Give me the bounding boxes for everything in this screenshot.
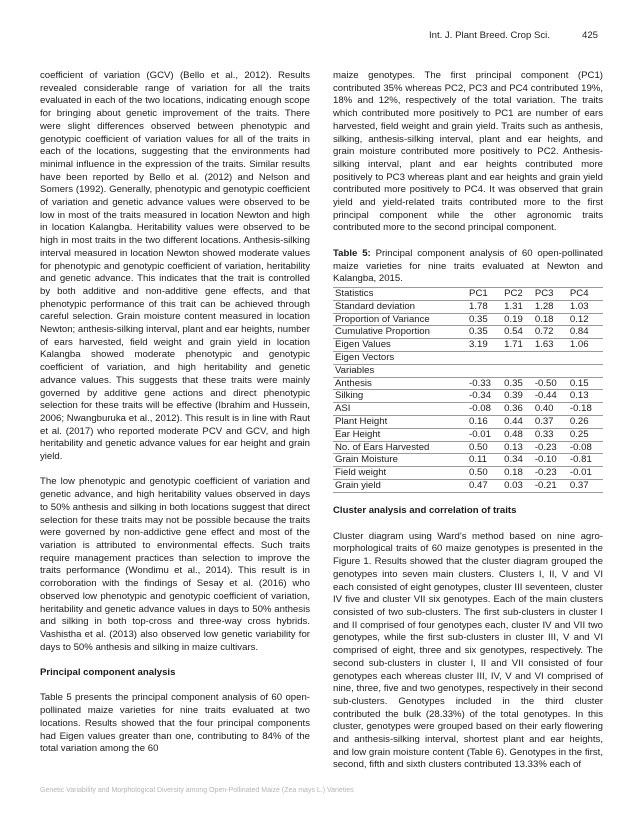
table-cell: PC4 bbox=[568, 287, 603, 300]
table-row bbox=[333, 454, 603, 467]
table-row bbox=[333, 313, 603, 326]
table-cell: 0.37 bbox=[568, 479, 603, 492]
table-cell: 1.06 bbox=[568, 339, 603, 352]
table-cell: -0.08 bbox=[568, 441, 603, 454]
table-cell: 0.03 bbox=[502, 479, 533, 492]
table-cell: 0.18 bbox=[533, 313, 568, 326]
table-row-label: Eigen Values bbox=[333, 339, 467, 352]
running-footer: Genetic Variability and Morphological Diversity among Open-Pollinated Maize (Zea mays L.) Varieties bbox=[40, 787, 354, 794]
table-cell: 0.35 bbox=[502, 377, 533, 390]
table-caption-text: Principal component analysis of 60 open-pollinated maize varieties for nine traits evaluated at Newton and Kalangba, 2015. bbox=[333, 247, 604, 285]
table-row-label: Field weight bbox=[333, 467, 467, 480]
paragraph: Table 5 presents the principal component analysis of 60 open-pollinated maize varieties for nine traits evaluated at two locations. Results showed that the four principal components had Eigen values greater than one, contributing to 84% of the total variation among the 60 bbox=[40, 692, 310, 755]
table-cell: -0.10 bbox=[533, 454, 568, 467]
table-cell: 0.36 bbox=[502, 403, 533, 416]
table-row bbox=[333, 339, 603, 352]
table-cell: 0.84 bbox=[568, 326, 603, 339]
table-row-label: Grain Moisture bbox=[333, 454, 467, 467]
table-cell: 0.54 bbox=[502, 326, 533, 339]
table-cell: 0.34 bbox=[502, 454, 533, 467]
table-row-label: Variables bbox=[333, 364, 467, 377]
table-cell: 0.44 bbox=[502, 415, 533, 428]
paragraph: maize genotypes. The first principal component (PC1) contributed 35% whereas PC2, PC3 and PC4 contributed 19%, 18% and 12%, respectively of the total variation. The traits which contributed more positively to PC1 are number of ears harvested, field weight and grain yield. Traits such as anthesis, silking, anthesis-silking interval, plant and ear heights, and grain moisture contributed more positively to PC2. Anthesis-silking interval, plant and ear heights contributed more positively to PC3 whereas plant and ear heights and grain yield contributed more positively to PC4. It was observed that grain yield and yield-related traits contributed more to the first principal component while the other agronomic traits contributed more to the second principal component. bbox=[333, 70, 603, 234]
page-number: 425 bbox=[581, 30, 598, 41]
table-row-label: ASI bbox=[333, 403, 467, 416]
table-cell: 1.63 bbox=[533, 339, 568, 352]
table-cell: 0.47 bbox=[467, 479, 502, 492]
table-cell: -0.08 bbox=[467, 403, 502, 416]
paragraph: Cluster diagram using Ward’s method based on nine agro-morphological traits of 60 maize genotypes is presented in the Figure 1. Results showed that the cluster diagram grouped the genotypes into seven main clusters. Clusters I, II, V and VI each consisted of eight genotypes, cluster III seventeen, cluster IV five and cluster VII six genotypes. Each of the main clusters consisted of two sub-clusters. The first sub-clusters in cluster I and II comprised of four genotypes each, cluster IV and VII two genotypes, while the first sub-clusters in cluster III, V and VI comprised of eight, three and six genotypes, respectively. The second sub-clusters in cluster I, II and VII consisted of four genotypes each whereas cluster III, IV, V and VI comprised of nine, three, five and two genotypes, respectively in their second sub-clusters. Genotypes included in the third cluster contributed the bulk (28.33%) of the total genotypes. In this cluster, genotypes were grouped based on their early flowering and anthesis-silking interval, shortest plant and ear heights, and low grain moisture content (Table 6). Genotypes in the first, second, fifth and sixth clusters contributed 13.33% each of bbox=[333, 530, 603, 771]
table-cell bbox=[467, 364, 502, 377]
table-cell: 0.39 bbox=[502, 390, 533, 403]
table-cell: -0.44 bbox=[533, 390, 568, 403]
table-cell: 0.35 bbox=[467, 313, 502, 326]
paragraph: coefficient of variation (GCV) (Bello et al., 2012). Results revealed considerable range of variation for all the traits evaluated in each of the two locations, indicating enough scope for bringing about genetic improvement of the traits. There were slight differences observed between phenotypic and genotypic coefficient of variation values for all of the traits in each of the locations, suggesting that the environments had minimal influence in the expression of the traits. Similar results have been reported by Bello et al. (2012) and Nelson and Somers (1992). Generally, phenotypic and genotypic coefficient of variation and genetic advance values were observed to be low in most of the traits measured in location Newton and high in location Kalangba. Heritability values were observed to be high in most traits in the two different locations. Anthesis-silking interval measured in location Newton showed moderate values for phenotypic and genotypic coefficient of variation, heritability and genetic advance. This indicates that the trait is controlled by both additive and non-additive gene effects, and that phenotypic performance of this trait can be achieved through careful selection. Grain moisture content measured in location Newton; anthesis-silking interval, plant and ear heights, number of ears harvested, field weight and grain yield in location Kalangba showed moderate phenotypic and genotypic coefficient of variation, and high heritability and genetic advance values. This suggests that these traits were mainly governed by additive gene actions and direct phenotypic selection for these traits will be effective (Ibrahim and Hussein, 2006; Nwangburuka et al., 2012). This result is in line with Raut et al. (2017) who reported moderate PCV and GCV, and high heritability and genetic advance values for ear height and grain yield. bbox=[40, 70, 310, 463]
table-cell: -0.81 bbox=[568, 454, 603, 467]
table-label: Table 5: bbox=[333, 247, 371, 259]
right-column bbox=[333, 70, 603, 785]
table-row-label: Anthesis bbox=[333, 377, 467, 390]
table-cell bbox=[502, 364, 533, 377]
table-cell: -0.23 bbox=[533, 467, 568, 480]
table-row-label: Statistics bbox=[333, 287, 467, 300]
table-cell bbox=[467, 351, 502, 364]
paragraph: The low phenotypic and genotypic coefficient of variation and genetic advance, and high heritability values observed in days to 50% anthesis and silking in both locations suggest that direct selection for these traits may not be possible because the traits were governed by non-addictive gene effect and most of the variation is attributed to environmental effects. Such traits require management practices than selection to improve the traits performance (Wondimu et al., 2014). This result is in corroboration with the findings of Sesay et al. (2016) who observed low phenotypic and genotypic coefficient of variation, heritability and genetic advance values in days to 50% anthesis and silking in both top-cross and three-way cross hybrids. Vashistha et al. (2013) also observed low genetic variability for days to 50% anthesis and silking in maize cultivars. bbox=[40, 476, 310, 653]
table-row bbox=[333, 287, 603, 300]
table-caption bbox=[333, 248, 603, 286]
table-cell: PC3 bbox=[533, 287, 568, 300]
running-header bbox=[429, 30, 598, 41]
table-cell bbox=[568, 351, 603, 364]
table-cell: 3.19 bbox=[467, 339, 502, 352]
table-cell: 0.12 bbox=[568, 313, 603, 326]
table-cell: 0.13 bbox=[502, 441, 533, 454]
table-cell bbox=[502, 351, 533, 364]
table-cell: -0.01 bbox=[568, 467, 603, 480]
table-cell bbox=[533, 364, 568, 377]
table-cell: -0.23 bbox=[533, 441, 568, 454]
table-cell: 0.26 bbox=[568, 415, 603, 428]
table-cell: 0.37 bbox=[533, 415, 568, 428]
table-cell: 0.19 bbox=[502, 313, 533, 326]
section-heading-cluster: Cluster analysis and correlation of traits bbox=[333, 505, 517, 517]
journal-name: Int. J. Plant Breed. Crop Sci. bbox=[428, 30, 550, 41]
table-row bbox=[333, 415, 603, 428]
table-cell: 1.31 bbox=[502, 300, 533, 313]
table-cell: 0.11 bbox=[467, 454, 502, 467]
table-row bbox=[333, 390, 603, 403]
table-row-label: No. of Ears Harvested bbox=[333, 441, 467, 454]
table-cell: PC1 bbox=[467, 287, 502, 300]
table-cell: 0.40 bbox=[533, 403, 568, 416]
section-heading-pca: Principal component analysis bbox=[40, 667, 176, 679]
table-row bbox=[333, 326, 603, 339]
table-cell: -0.50 bbox=[533, 377, 568, 390]
table-cell: 1.28 bbox=[533, 300, 568, 313]
table-row bbox=[333, 428, 603, 441]
table-cell bbox=[568, 364, 603, 377]
table-row bbox=[333, 351, 603, 364]
table-cell: PC2 bbox=[502, 287, 533, 300]
table-cell: 1.71 bbox=[502, 339, 533, 352]
table-cell: -0.33 bbox=[467, 377, 502, 390]
table-row bbox=[333, 377, 603, 390]
table-row bbox=[333, 467, 603, 480]
table-row-label: Cumulative Proportion bbox=[333, 326, 467, 339]
table-cell: 0.18 bbox=[502, 467, 533, 480]
table-cell: 1.03 bbox=[568, 300, 603, 313]
table-row-label: Proportion of Variance bbox=[333, 313, 467, 326]
table-row bbox=[333, 479, 603, 492]
table-cell: 0.25 bbox=[568, 428, 603, 441]
table-cell: 0.13 bbox=[568, 390, 603, 403]
table-row-label: Ear Height bbox=[333, 428, 467, 441]
table-cell: -0.21 bbox=[533, 479, 568, 492]
table-row-label: Eigen Vectors bbox=[333, 351, 467, 364]
pca-table bbox=[333, 287, 603, 493]
table-cell: 0.72 bbox=[533, 326, 568, 339]
table-row-label: Grain yield bbox=[333, 479, 467, 492]
table-row-label: Standard deviation bbox=[333, 300, 467, 313]
table-row-label: Plant Height bbox=[333, 415, 467, 428]
table-row bbox=[333, 403, 603, 416]
table-cell: 0.15 bbox=[568, 377, 603, 390]
table-cell: -0.01 bbox=[467, 428, 502, 441]
table-cell: 0.16 bbox=[467, 415, 502, 428]
table-cell: 1.78 bbox=[467, 300, 502, 313]
table-cell: 0.33 bbox=[533, 428, 568, 441]
table-row bbox=[333, 441, 603, 454]
table-cell: -0.18 bbox=[568, 403, 603, 416]
table-cell: 0.50 bbox=[467, 467, 502, 480]
table-cell: 0.50 bbox=[467, 441, 502, 454]
table-row bbox=[333, 364, 603, 377]
table-row bbox=[333, 300, 603, 313]
table-cell: 0.48 bbox=[502, 428, 533, 441]
table-row-label: Silking bbox=[333, 390, 467, 403]
table-cell: 0.35 bbox=[467, 326, 502, 339]
table-cell bbox=[533, 351, 568, 364]
table-cell: -0.34 bbox=[467, 390, 502, 403]
left-column bbox=[40, 70, 310, 769]
